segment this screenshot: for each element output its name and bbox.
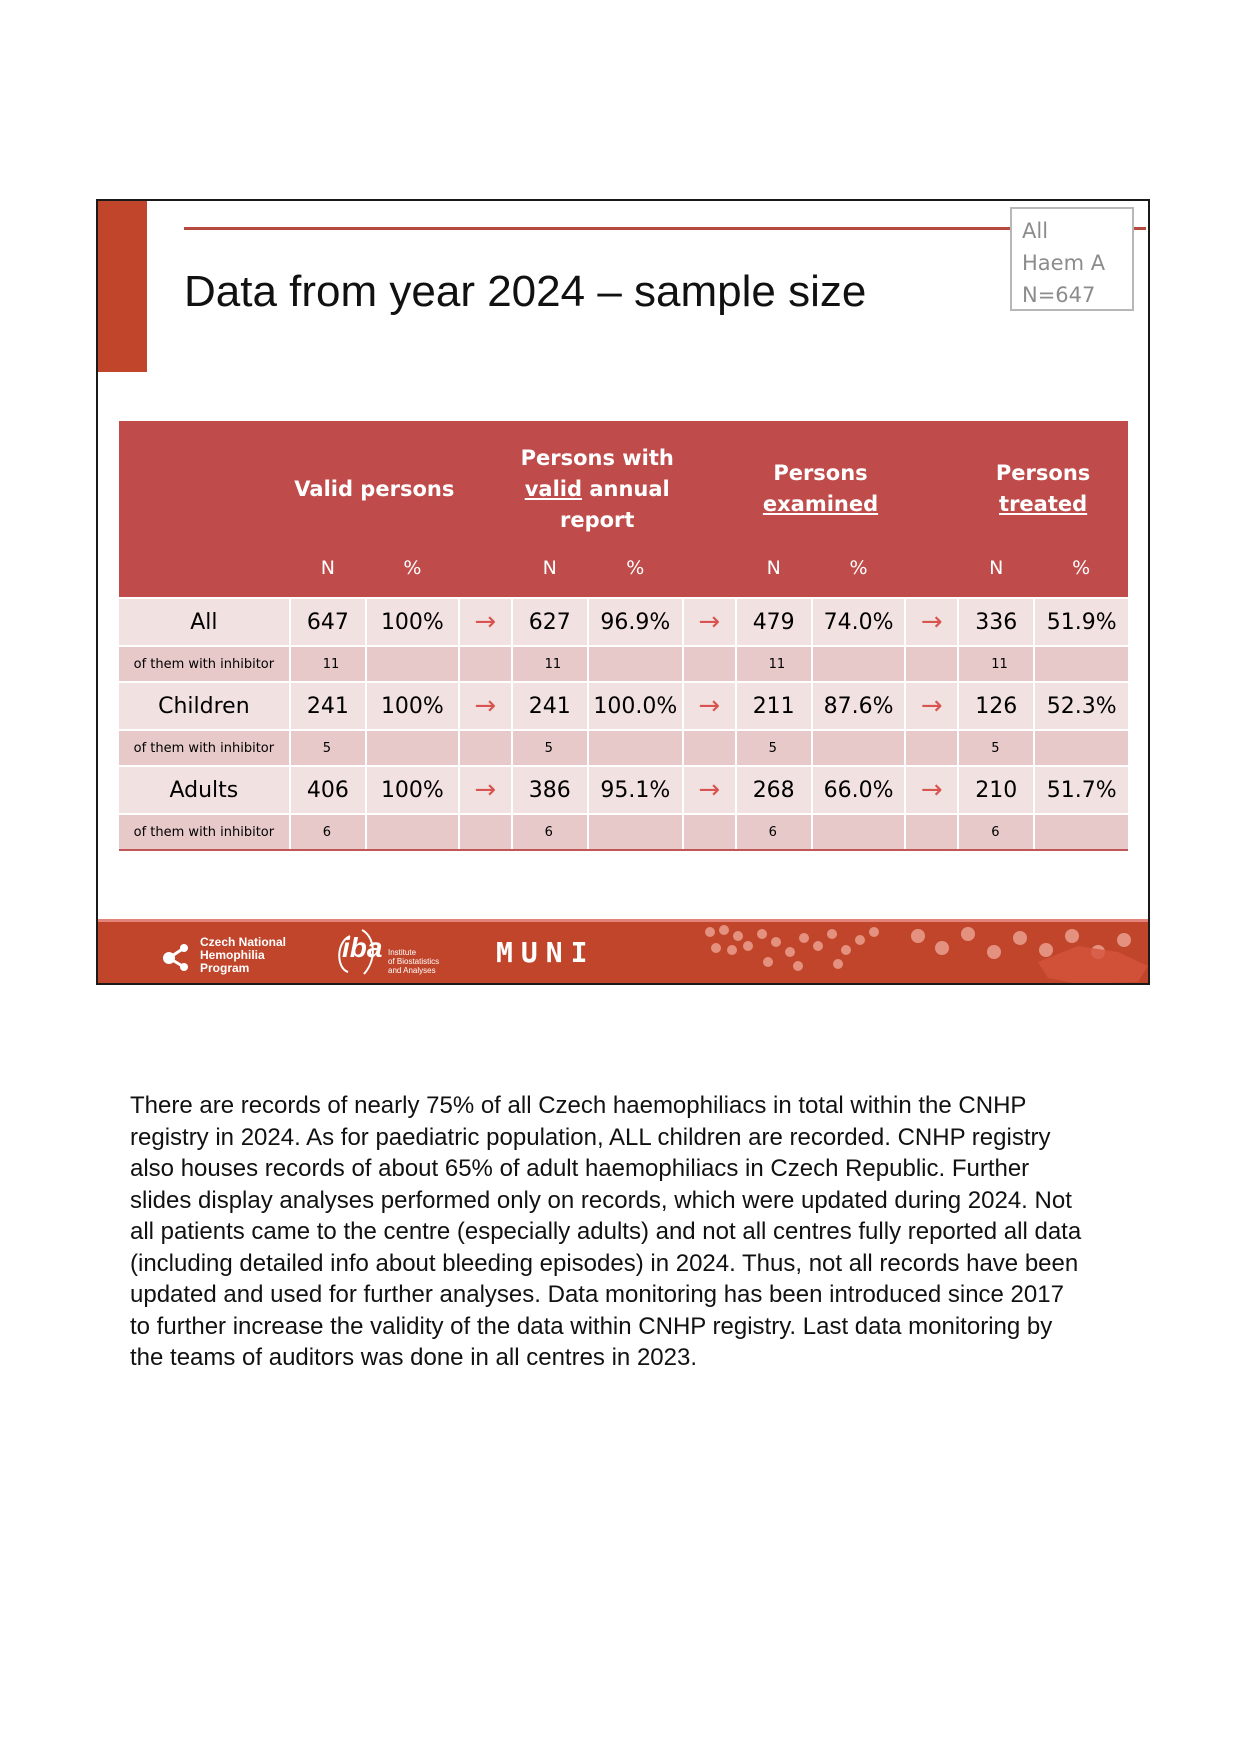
- arrow-cell: [459, 766, 512, 814]
- arrow-cell: [683, 598, 736, 646]
- table-row: [119, 598, 1128, 646]
- empty-cell: [683, 814, 736, 850]
- header-gap: [683, 421, 736, 557]
- inhibitor-count: 11: [958, 646, 1034, 682]
- slide: [96, 199, 1150, 985]
- arrow-cell: [905, 598, 958, 646]
- title-rule: [184, 227, 1146, 230]
- right-arrow-icon: →: [920, 690, 943, 721]
- subheader-pct: %: [812, 557, 906, 598]
- row-label: All: [119, 598, 290, 646]
- arrow-cell: [905, 766, 958, 814]
- count-cell: 210: [958, 766, 1034, 814]
- empty-cell: [683, 730, 736, 766]
- subheader-blank: [119, 557, 290, 598]
- right-arrow-icon: →: [920, 774, 943, 805]
- accent-bar: [98, 201, 147, 372]
- cnhp-logo-line: Program: [200, 961, 250, 975]
- cohort-tag-line: Haem A: [1022, 251, 1106, 275]
- right-arrow-icon: →: [698, 774, 721, 805]
- muni-logo: MUNI: [496, 936, 596, 969]
- empty-cell: [459, 646, 512, 682]
- empty-cell: [812, 646, 906, 682]
- slide-title: Data from year 2024 – sample size: [184, 267, 867, 316]
- inhibitor-row: [119, 814, 1128, 850]
- inhibitor-count: 11: [512, 646, 588, 682]
- sample-size-table: [119, 421, 1128, 851]
- header-blank: [119, 421, 290, 557]
- right-arrow-icon: →: [474, 690, 497, 721]
- right-arrow-icon: →: [474, 606, 497, 637]
- inhibitor-count: 6: [512, 814, 588, 850]
- empty-cell: [588, 646, 683, 682]
- subheader-n: N: [736, 557, 812, 598]
- subheader-n: N: [290, 557, 366, 598]
- subheader-pct: %: [1034, 557, 1128, 598]
- arrow-cell: [683, 682, 736, 730]
- inhibitor-label: of them with inhibitor: [119, 814, 290, 850]
- inhibitor-count: 6: [290, 814, 366, 850]
- count-cell: 211: [736, 682, 812, 730]
- empty-cell: [588, 814, 683, 850]
- molecule-icon: [162, 942, 194, 972]
- count-cell: 268: [736, 766, 812, 814]
- inhibitor-count: 11: [290, 646, 366, 682]
- subheader-n: N: [958, 557, 1034, 598]
- count-cell: 627: [512, 598, 588, 646]
- inhibitor-count: 5: [958, 730, 1034, 766]
- inhibitor-label: of them with inhibitor: [119, 730, 290, 766]
- table-body: [119, 598, 1128, 850]
- count-cell: 647: [290, 598, 366, 646]
- subheader-n: N: [512, 557, 588, 598]
- arrow-cell: [459, 598, 512, 646]
- empty-cell: [905, 646, 958, 682]
- inhibitor-count: 6: [736, 814, 812, 850]
- percent-cell: 51.7%: [1034, 766, 1128, 814]
- empty-cell: [459, 814, 512, 850]
- percent-cell: 51.9%: [1034, 598, 1128, 646]
- arrow-cell: [683, 766, 736, 814]
- inhibitor-count: 5: [290, 730, 366, 766]
- percent-cell: 100%: [366, 682, 459, 730]
- empty-cell: [812, 814, 906, 850]
- cnhp-logo-line: Hemophilia: [200, 948, 265, 962]
- percent-cell: 100%: [366, 598, 459, 646]
- cnhp-logo-line: Czech National: [200, 935, 287, 949]
- count-cell: 126: [958, 682, 1034, 730]
- empty-cell: [812, 730, 906, 766]
- iba-logo-line: and Analyses: [388, 966, 436, 975]
- count-cell: 386: [512, 766, 588, 814]
- right-arrow-icon: →: [698, 690, 721, 721]
- subheader-pct: %: [588, 557, 683, 598]
- subheader-gap: [905, 557, 958, 598]
- percent-cell: 100%: [366, 766, 459, 814]
- percent-cell: 96.9%: [588, 598, 683, 646]
- right-arrow-icon: →: [698, 606, 721, 637]
- percent-cell: 100.0%: [588, 682, 683, 730]
- iba-logo-line: of Biostatistics: [388, 957, 440, 966]
- cohort-tag: [1010, 207, 1134, 311]
- empty-cell: [366, 730, 459, 766]
- subheader-gap: [683, 557, 736, 598]
- right-arrow-icon: →: [474, 774, 497, 805]
- count-cell: 241: [512, 682, 588, 730]
- decorative-dots: [698, 922, 1150, 985]
- table-row: [119, 766, 1128, 814]
- inhibitor-count: 5: [736, 730, 812, 766]
- header-examined: Persons examined: [736, 421, 906, 557]
- empty-cell: [588, 730, 683, 766]
- iba-logo-mark: iba: [342, 932, 383, 963]
- row-label: Children: [119, 682, 290, 730]
- inhibitor-count: 11: [736, 646, 812, 682]
- percent-cell: 66.0%: [812, 766, 906, 814]
- count-cell: 336: [958, 598, 1034, 646]
- subheader-pct: %: [366, 557, 459, 598]
- empty-cell: [1034, 646, 1128, 682]
- empty-cell: [905, 814, 958, 850]
- arrow-cell: [459, 682, 512, 730]
- iba-logo-line: Institute: [388, 948, 417, 957]
- subheader-gap: [459, 557, 512, 598]
- empty-cell: [905, 730, 958, 766]
- footer-bar: [98, 919, 1148, 983]
- inhibitor-row: [119, 730, 1128, 766]
- speaker-notes: There are records of nearly 75% of all Czech haemophiliacs in total within the CNHP registry in 2024. As for paediatric population, ALL children are recorded. CNHP registry also houses records of about 65% of adult haemophiliacs in Czech Republic. Further slides display analyses performed only on records, which were updated during 2024. Not all patients came to the centre (especially adults) and not all centres fully reported all data (including detailed info about bleeding episodes) in 2024. Thus, not all records have been updated and used for further analyses. Data monitoring has been introduced since 2017 to further increase the validity of the data within CNHP registry. Last data monitoring by the teams of auditors was done in all centres in 2023.: [130, 1092, 1082, 1371]
- header-annual-report: Persons with valid annual report: [512, 421, 683, 557]
- percent-cell: 95.1%: [588, 766, 683, 814]
- inhibitor-count: 5: [512, 730, 588, 766]
- inhibitor-count: 6: [958, 814, 1034, 850]
- right-arrow-icon: →: [920, 606, 943, 637]
- count-cell: 241: [290, 682, 366, 730]
- percent-cell: 74.0%: [812, 598, 906, 646]
- count-cell: 479: [736, 598, 812, 646]
- empty-cell: [1034, 814, 1128, 850]
- cohort-tag-line: N=647: [1022, 283, 1096, 307]
- header-treated: Persons treated: [958, 421, 1128, 557]
- empty-cell: [366, 646, 459, 682]
- arrow-cell: [905, 682, 958, 730]
- header-valid-persons: Valid persons: [290, 421, 459, 557]
- count-cell: 406: [290, 766, 366, 814]
- header-gap: [459, 421, 512, 557]
- row-label: Adults: [119, 766, 290, 814]
- percent-cell: 52.3%: [1034, 682, 1128, 730]
- empty-cell: [459, 730, 512, 766]
- empty-cell: [1034, 730, 1128, 766]
- empty-cell: [683, 646, 736, 682]
- percent-cell: 87.6%: [812, 682, 906, 730]
- header-gap: [905, 421, 958, 557]
- empty-cell: [366, 814, 459, 850]
- table-row: [119, 682, 1128, 730]
- inhibitor-row: [119, 646, 1128, 682]
- cohort-tag-line: All: [1022, 219, 1049, 243]
- inhibitor-label: of them with inhibitor: [119, 646, 290, 682]
